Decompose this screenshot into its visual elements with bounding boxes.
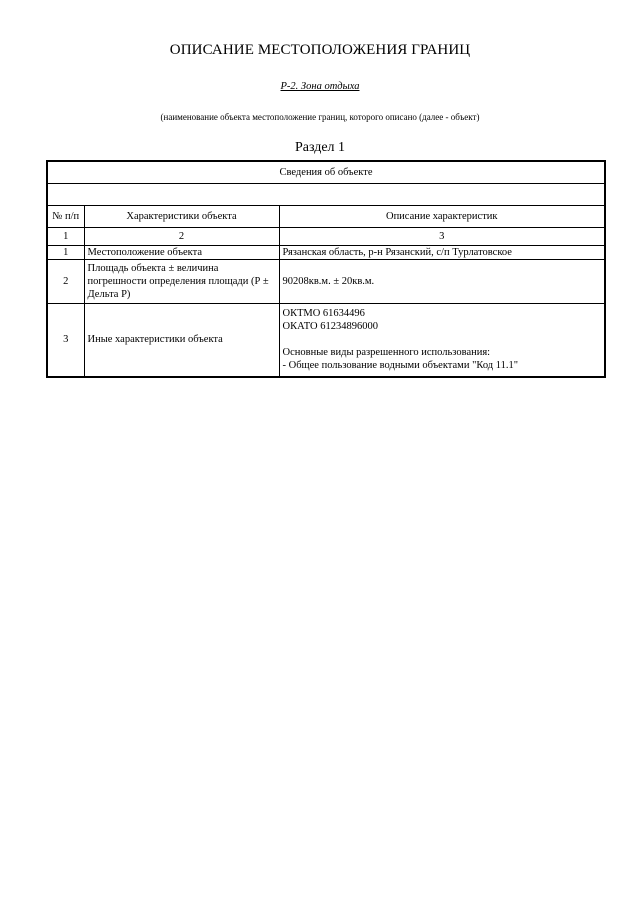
usage-heading-line: Основные виды разрешенного использования:	[282, 347, 491, 359]
object-name: Р-2. Зона отдыха	[280, 81, 360, 92]
row-description: Рязанская область, р-н Рязанский, с/п Турлатовское	[279, 245, 605, 259]
row-description: 90208кв.м. ± 20кв.м.	[279, 259, 605, 303]
table-row	[47, 303, 605, 377]
index-cell: 2	[84, 227, 279, 245]
row-num: 1	[47, 245, 84, 259]
table-row	[47, 259, 605, 303]
column-header-num: № п/п	[47, 205, 84, 227]
empty-row	[47, 183, 605, 205]
row-num: 2	[47, 259, 84, 303]
index-cell: 3	[279, 227, 605, 245]
table-row	[47, 245, 605, 259]
usage-item-line: - Общее пользование водными объектами "Код 11.1"	[282, 360, 519, 372]
row-characteristic: Иные характеристики объекта	[84, 303, 279, 377]
okato-line: ОКАТО 61234896000	[282, 321, 378, 333]
row-characteristic: Площадь объекта ± величина погрешности определения площади (Р ± Дельта Р)	[84, 259, 279, 303]
okmto-line: ОКТМО 61634496	[282, 308, 365, 320]
section-title: Раздел 1	[294, 140, 346, 155]
object-caption: (наименование объекта местоположение границ, которого описано (далее - объект)	[160, 112, 480, 122]
row-characteristic: Местоположение объекта	[84, 245, 279, 259]
row-num: 3	[47, 303, 84, 377]
column-header-description: Описание характеристик	[279, 205, 605, 227]
blank-line	[283, 333, 602, 346]
page-title: ОПИСАНИЕ МЕСТОПОЛОЖЕНИЯ ГРАНИЦ	[169, 42, 471, 58]
column-header-characteristics: Характеристики объекта	[84, 205, 279, 227]
row-description	[279, 303, 605, 377]
table-header: Сведения об объекте	[47, 161, 605, 183]
index-cell: 1	[47, 227, 84, 245]
object-info-table	[46, 160, 606, 378]
